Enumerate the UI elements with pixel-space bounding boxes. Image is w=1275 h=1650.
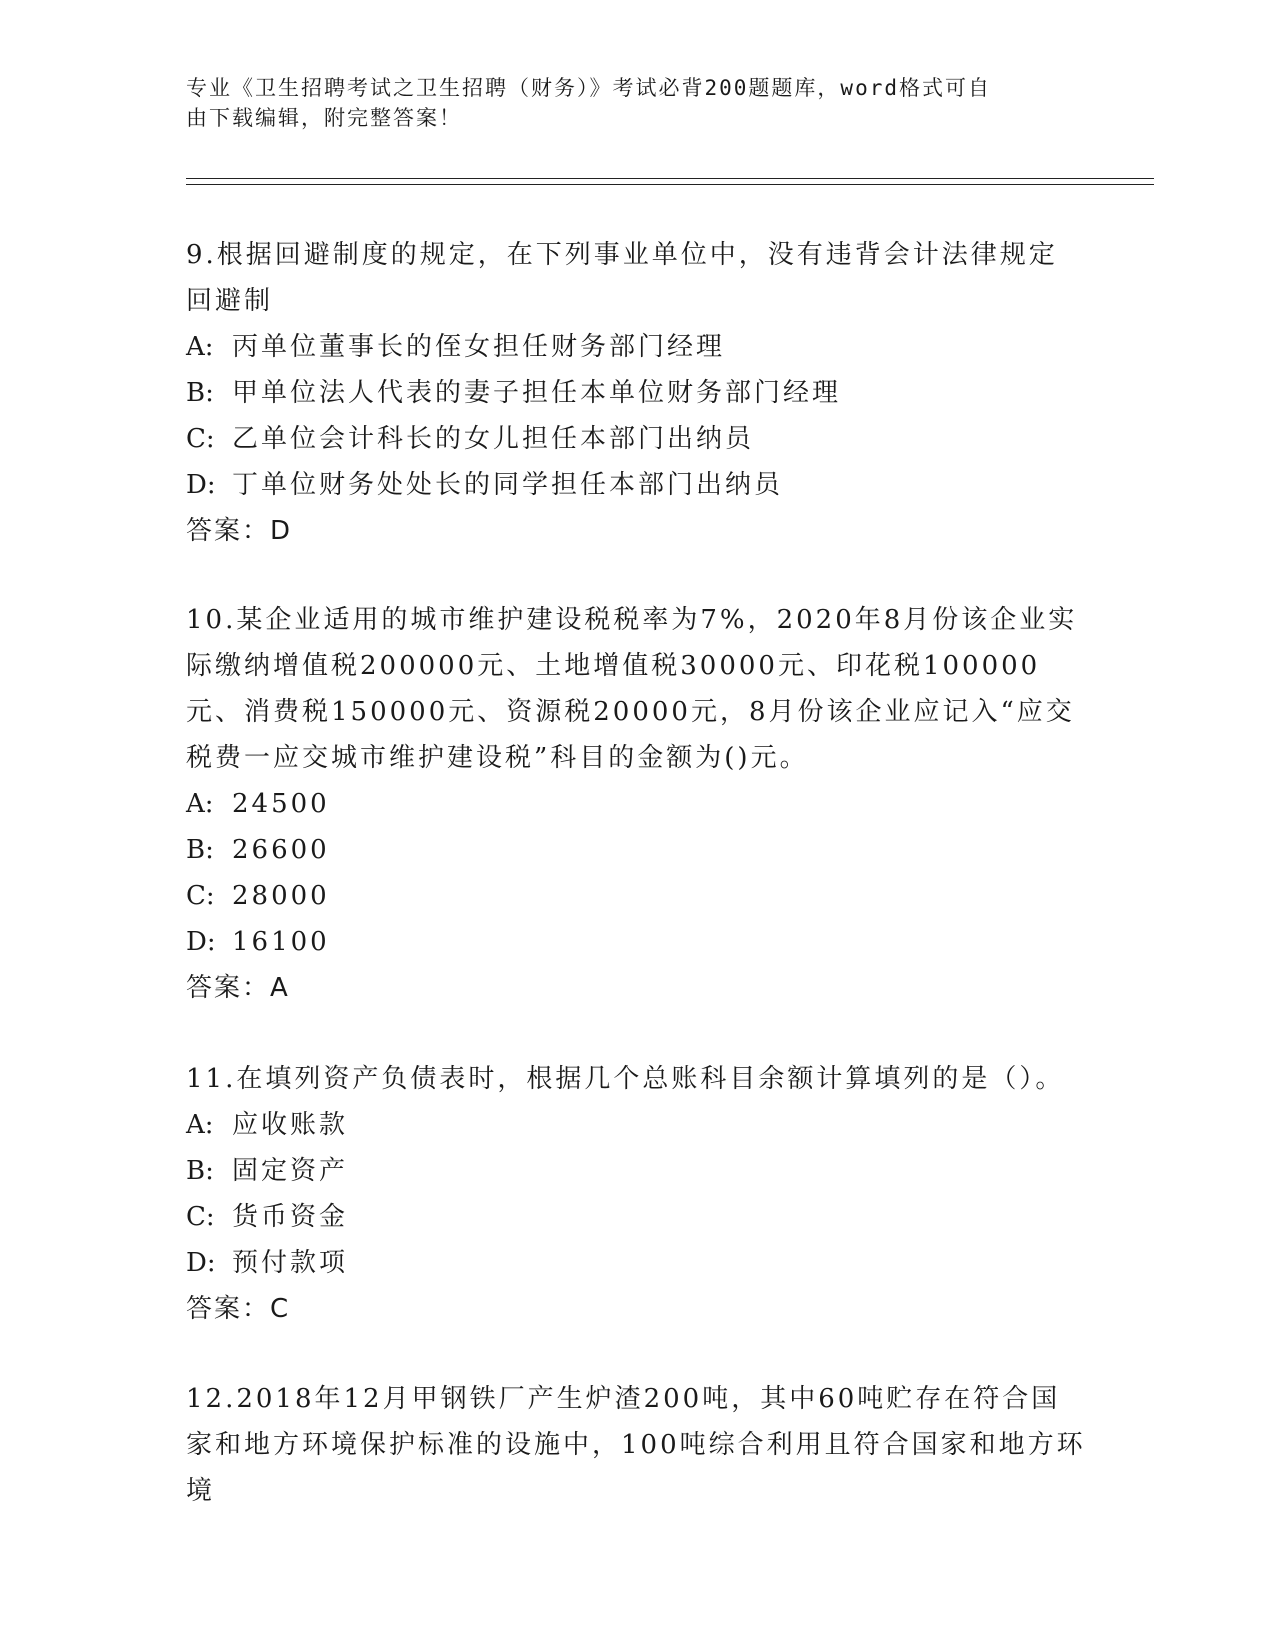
question-stem: 12.2018年12月甲钢铁厂产生炉渣200吨，其中60吨贮存在符合国家和地方环境保护标准的设施中，100吨综合利用且符合国家和地方环境 bbox=[186, 1384, 1086, 1506]
option-key: A: bbox=[186, 332, 214, 362]
document-header bbox=[186, 73, 1066, 133]
answer-line: 答案：A bbox=[186, 973, 290, 1003]
option-list bbox=[186, 1102, 1086, 1286]
option-list bbox=[186, 324, 1086, 508]
option-c bbox=[186, 873, 1086, 919]
option-key: C: bbox=[186, 424, 215, 454]
option-text: 24500 bbox=[232, 789, 330, 819]
option-key: B: bbox=[186, 835, 214, 865]
header-divider-bottom bbox=[186, 184, 1154, 185]
option-b bbox=[186, 1148, 1086, 1194]
option-key: A: bbox=[186, 1110, 214, 1140]
option-text: 预付款项 bbox=[232, 1248, 349, 1278]
option-key: A: bbox=[186, 789, 214, 819]
option-a bbox=[186, 324, 1086, 370]
option-text: 应收账款 bbox=[232, 1110, 349, 1140]
question-stem: 9.根据回避制度的规定，在下列事业单位中，没有违背会计法律规定回避制 bbox=[186, 240, 1058, 316]
question-12 bbox=[186, 1376, 1086, 1514]
header-divider-top bbox=[186, 178, 1154, 179]
answer-line: 答案：D bbox=[186, 516, 293, 546]
option-d bbox=[186, 462, 1086, 508]
question-11 bbox=[186, 1056, 1086, 1332]
option-text: 乙单位会计科长的女儿担任本部门出纳员 bbox=[232, 424, 755, 454]
option-list bbox=[186, 781, 1086, 965]
option-key: D: bbox=[186, 927, 216, 957]
option-b bbox=[186, 370, 1086, 416]
option-text: 固定资产 bbox=[232, 1156, 349, 1186]
option-c bbox=[186, 1194, 1086, 1240]
option-a bbox=[186, 1102, 1086, 1148]
option-key: B: bbox=[186, 1156, 214, 1186]
question-10 bbox=[186, 597, 1086, 1011]
option-d bbox=[186, 919, 1086, 965]
option-key: B: bbox=[186, 378, 214, 408]
option-a bbox=[186, 781, 1086, 827]
option-key: D: bbox=[186, 470, 216, 500]
option-text: 28000 bbox=[232, 881, 330, 911]
header-line-1: 专业《卫生招聘考试之卫生招聘（财务）》考试必背200题题库，word格式可自 bbox=[186, 76, 991, 100]
option-b bbox=[186, 827, 1086, 873]
question-stem: 11.在填列资产负债表时，根据几个总账科目余额计算填列的是（）。 bbox=[186, 1064, 1065, 1094]
option-text: 甲单位法人代表的妻子担任本单位财务部门经理 bbox=[232, 378, 842, 408]
question-stem: 10.某企业适用的城市维护建设税税率为7%，2020年8月份该企业实际缴纳增值税200000元、土地增值税30000元、印花税100000元、消费税150000元、资源税20000元，8月份该企业应记入“应交税费一应交城市维护建设税”科目的金额为()元。 bbox=[186, 605, 1078, 773]
option-c bbox=[186, 416, 1086, 462]
option-text: 丁单位财务处处长的同学担任本部门出纳员 bbox=[232, 470, 784, 500]
option-key: C: bbox=[186, 881, 215, 911]
option-d bbox=[186, 1240, 1086, 1286]
option-text: 货币资金 bbox=[232, 1202, 349, 1232]
option-key: D: bbox=[186, 1248, 216, 1278]
header-line-2: 由下载编辑，附完整答案！ bbox=[186, 106, 462, 130]
option-text: 26600 bbox=[232, 835, 330, 865]
option-text: 16100 bbox=[232, 927, 330, 957]
option-text: 丙单位董事长的侄女担任财务部门经理 bbox=[232, 332, 726, 362]
answer-line: 答案：C bbox=[186, 1294, 291, 1324]
option-key: C: bbox=[186, 1202, 215, 1232]
question-9 bbox=[186, 232, 1086, 554]
